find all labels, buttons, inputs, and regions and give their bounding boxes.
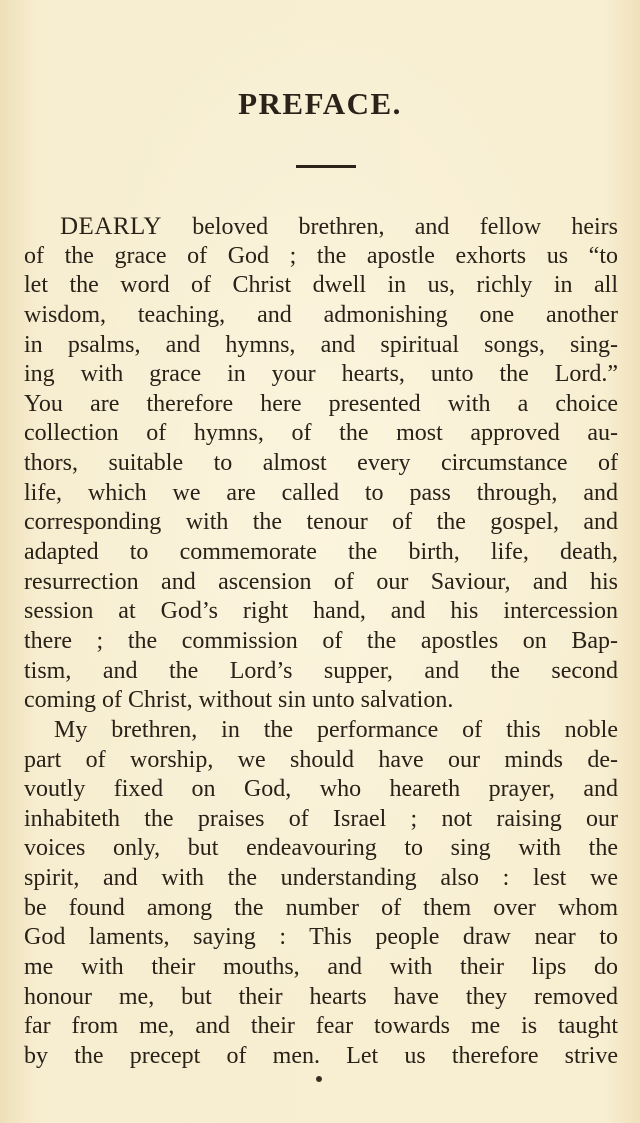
text-line: wisdom, teaching, and admonishing one another bbox=[24, 301, 618, 328]
text-line: far from me, and their fear towards me is taught bbox=[24, 1013, 618, 1040]
text-line: honour me, but their hearts have they removed bbox=[24, 983, 618, 1010]
text-line: My brethren, in the performance of this noble bbox=[54, 716, 618, 743]
text-line: adapted to commemorate the birth, life, death, bbox=[24, 539, 618, 566]
text-line: session at God’s right hand, and his intercession bbox=[24, 598, 618, 625]
text-line: corresponding with the tenour of the gospel, and bbox=[24, 509, 618, 536]
text-line: God laments, saying : This people draw near to bbox=[24, 924, 618, 951]
text-line: there ; the commission of the apostles on Bap- bbox=[24, 627, 618, 654]
text-line: let the word of Christ dwell in us, richly in all bbox=[24, 272, 618, 299]
text-line: thors, suitable to almost every circumstance of bbox=[24, 450, 618, 477]
text-line-rest: beloved brethren, and fellow heirs bbox=[161, 214, 618, 240]
text-line: collection of hymns, of the most approved au- bbox=[24, 420, 618, 447]
page-title: PREFACE. bbox=[238, 86, 402, 121]
title-divider-rule bbox=[296, 165, 356, 168]
text-line: of the grace of God ; the apostle exhorts us “to bbox=[24, 242, 618, 269]
text-line: me with their mouths, and with their lips do bbox=[24, 954, 618, 981]
text-line: coming of Christ, without sin unto salvation. bbox=[24, 687, 454, 714]
text-line: resurrection and ascension of our Saviour, and his bbox=[24, 568, 618, 595]
text-line: by the precept of men. Let us therefore strive bbox=[24, 1042, 618, 1069]
drop-lead-word: DEARLY bbox=[60, 213, 162, 240]
preface-body bbox=[24, 212, 618, 1072]
text-line: tism, and the Lord’s supper, and the second bbox=[24, 657, 618, 684]
text-line: be found among the number of them over whom bbox=[24, 894, 618, 921]
text-line: part of worship, we should have our minds de- bbox=[24, 746, 618, 773]
text-line: voutly fixed on God, who heareth prayer, and bbox=[24, 776, 618, 803]
signature-mark bbox=[316, 1076, 322, 1082]
text-line: life, which we are called to pass through, and bbox=[24, 479, 618, 506]
text-line: voices only, but endeavouring to sing with the bbox=[24, 835, 618, 862]
text-line: You are therefore here presented with a choice bbox=[24, 390, 618, 417]
text-line: in psalms, and hymns, and spiritual songs, sing- bbox=[24, 331, 618, 358]
text-line: spirit, and with the understanding also : lest we bbox=[24, 865, 618, 892]
text-line bbox=[24, 212, 618, 242]
text-line: inhabiteth the praises of Israel ; not raising our bbox=[24, 805, 618, 832]
text-line: ing with grace in your hearts, unto the Lord.” bbox=[24, 361, 618, 388]
